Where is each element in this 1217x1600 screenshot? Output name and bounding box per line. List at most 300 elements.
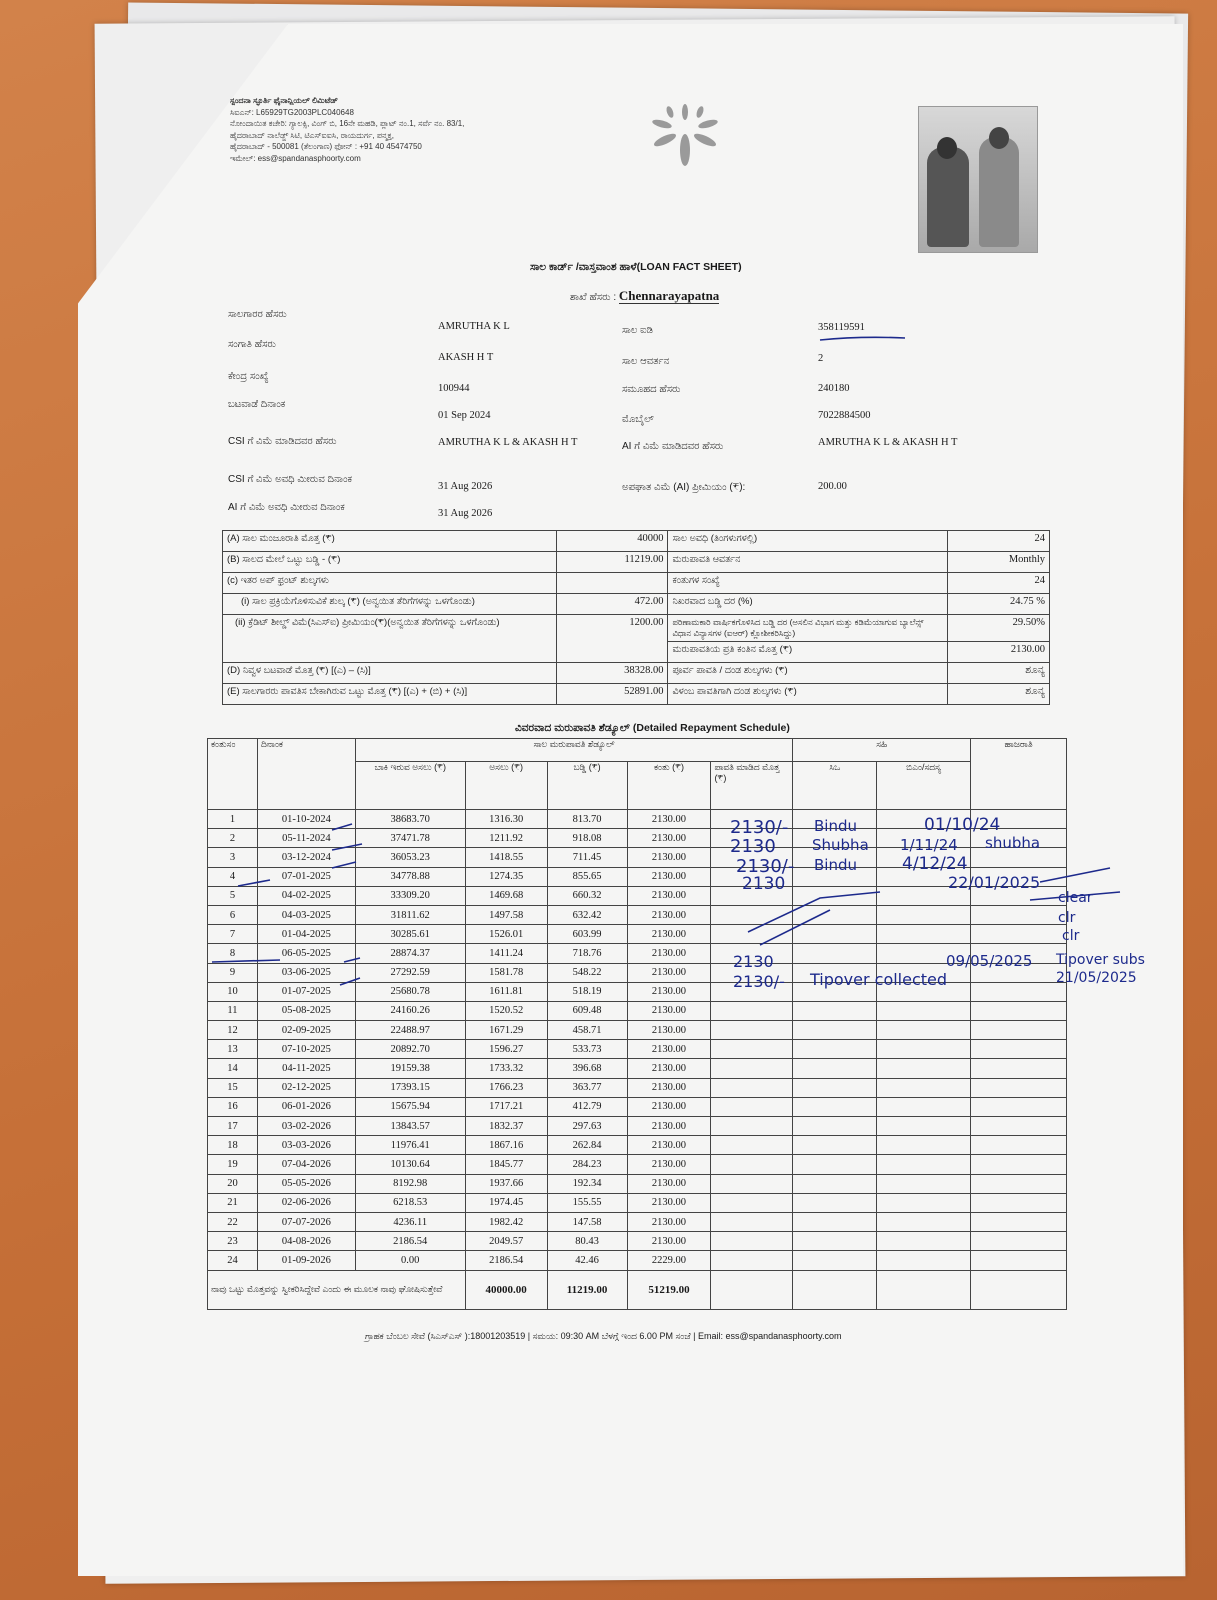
co-sign-cell <box>793 1251 877 1270</box>
due-date: 01-09-2026 <box>257 1251 355 1270</box>
interest: 155.55 <box>547 1193 627 1212</box>
emi: 2130.00 <box>627 1059 711 1078</box>
center-value: 100944 <box>438 383 470 394</box>
co-sign-cell <box>793 905 877 924</box>
partner-value: AKASH H T <box>438 352 494 363</box>
emi: 2130.00 <box>627 925 711 944</box>
emi: 2130.00 <box>627 829 711 848</box>
interest: 660.32 <box>547 886 627 905</box>
summary-row: ಮರುಪಾವತಿಯ ಪ್ರತಿ ಕಂತಿನ ಮೊತ್ತ (₹) 2130.00 <box>223 642 1050 663</box>
co-sign-cell <box>793 1212 877 1231</box>
due-date: 02-09-2025 <box>257 1021 355 1040</box>
disbursement-date-value: 01 Sep 2024 <box>438 410 491 421</box>
principal: 1497.58 <box>465 905 547 924</box>
paid-cell <box>711 1232 793 1251</box>
member-sign-cell <box>877 1097 971 1116</box>
handwritten-date: 1/11/24 <box>900 836 958 854</box>
interest: 284.23 <box>547 1155 627 1174</box>
co-sign-cell <box>793 1059 877 1078</box>
member-sign-cell <box>877 1155 971 1174</box>
member-sign-cell <box>877 1193 971 1212</box>
emi: 2130.00 <box>627 1097 711 1116</box>
emi: 2130.00 <box>627 848 711 867</box>
partner-label: ಸಂಗಾತಿ ಹೆಸರು <box>228 339 276 350</box>
member-sign-cell <box>877 1136 971 1155</box>
interest: 80.43 <box>547 1232 627 1251</box>
totals-label: ನಾವು ಒಟ್ಟು ಮೊತ್ತವನ್ನು ಸ್ವೀಕರಿಸಿದ್ದೇವೆ ಎಂದು ಈ ಮೂಲಕ ನಾವು ಘೋಷಿಸುತ್ತೇವೆ <box>208 1270 466 1309</box>
handwritten-paid: 2130 <box>730 836 776 857</box>
paid-cell <box>711 905 793 924</box>
balance: 33309.20 <box>355 886 465 905</box>
principal: 1211.92 <box>465 829 547 848</box>
principal: 1717.21 <box>465 1097 547 1116</box>
csi-expiry-label: CSI ಗೆ ವಿಮೆ ಅವಧಿ ಮೀರುವ ದಿನಾಂಕ <box>228 474 353 485</box>
principal: 1596.27 <box>465 1040 547 1059</box>
due-date: 05-08-2025 <box>257 1001 355 1020</box>
handwritten-signature: Bindu <box>814 817 857 835</box>
handwritten-paid: 2130/- <box>733 972 785 991</box>
handwritten-signature: Shubha <box>812 836 869 854</box>
interest: 518.19 <box>547 982 627 1001</box>
installment-no: 11 <box>208 1001 258 1020</box>
handwritten-date: 4/12/24 <box>902 854 968 874</box>
schedule-row <box>208 905 1067 924</box>
emi: 2130.00 <box>627 982 711 1001</box>
summary-row: (c) ಇತರ ಅಪ್ ಫ್ರಂಟ್ ಶುಲ್ಕಗಳು ಕಂತುಗಳ ಸಂಖ್ಯೆ 24 <box>223 573 1050 594</box>
paid-cell <box>711 1117 793 1136</box>
csi-expiry-value: 31 Aug 2026 <box>438 481 493 492</box>
handwritten-note: Tipover subs <box>1056 952 1145 968</box>
member-sign-cell <box>877 1059 971 1078</box>
balance: 0.00 <box>355 1251 465 1270</box>
balance: 28874.37 <box>355 944 465 963</box>
attendance-cell <box>971 1117 1067 1136</box>
co-sign-cell <box>793 1040 877 1059</box>
branch-value: Chennarayapatna <box>618 288 720 303</box>
balance: 22488.97 <box>355 1021 465 1040</box>
interest: 42.46 <box>547 1251 627 1270</box>
col-co: ಸಿಒ <box>793 762 877 810</box>
co-sign-cell <box>793 1097 877 1116</box>
emi: 2130.00 <box>627 1136 711 1155</box>
balance: 10130.64 <box>355 1155 465 1174</box>
summary-row: (i) ಸಾಲ ಪ್ರಕ್ರಿಯೆಗೊಳಿಸುವಿಕೆ ಶುಲ್ಕ (₹) (ಅನ್ವಯಿತ ತೆರಿಗೆಗಳನ್ನು ಒಳಗೊಂಡು) 472.00 ನಿಖರವಾದ ಬಡ್ಡಿ ದರ (%) 24.75 % <box>223 594 1050 615</box>
member-sign-cell <box>877 1001 971 1020</box>
handwritten-note: clear <box>1058 890 1093 906</box>
attendance-cell <box>971 1155 1067 1174</box>
mobile-label: ಮೊಬೈಲ್ <box>622 414 654 425</box>
emi: 2130.00 <box>627 1040 711 1059</box>
schedule-row <box>208 1212 1067 1231</box>
member-sign-cell <box>877 1232 971 1251</box>
summary-row: (E) ಸಾಲಗಾರರು ಪಾವತಿಸ ಬೇಕಾಗಿರುವ ಒಟ್ಟು ಮೊತ್ತ (₹) [(ಎ) + (ಬಿ) + (ಸಿ)] 52891.00 ವಿಳಂಬ ಪಾವತಿಗಾಗಿ ದಂಡ ಶುಲ್ಕಗಳು (₹) ಶೂನ್ಯ <box>223 684 1050 705</box>
attendance-cell <box>971 1212 1067 1231</box>
ai-insured-value: AMRUTHA K L & AKASH H T <box>818 437 958 448</box>
borrower-photo <box>918 106 1038 253</box>
due-date: 01-10-2024 <box>257 810 355 829</box>
balance: 38683.70 <box>355 810 465 829</box>
balance: 25680.78 <box>355 982 465 1001</box>
balance: 20892.70 <box>355 1040 465 1059</box>
installment-no: 17 <box>208 1117 258 1136</box>
principal: 1611.81 <box>465 982 547 1001</box>
schedule-row <box>208 1078 1067 1097</box>
emi: 2130.00 <box>627 944 711 963</box>
handwritten-date: 21/05/2025 <box>1056 970 1137 986</box>
attendance-cell <box>971 1001 1067 1020</box>
attendance-cell <box>971 1059 1067 1078</box>
principal: 1526.01 <box>465 925 547 944</box>
emi: 2130.00 <box>627 1021 711 1040</box>
branch-label: ಶಾಖೆ ಹೆಸರು : <box>570 292 617 303</box>
interest: 396.68 <box>547 1059 627 1078</box>
installment-no: 14 <box>208 1059 258 1078</box>
col-member: ಬಿಎಂ/ಸದಸ್ಯ <box>877 762 971 810</box>
balance: 17393.15 <box>355 1078 465 1097</box>
due-date: 03-02-2026 <box>257 1117 355 1136</box>
co-sign-cell <box>793 1021 877 1040</box>
co-sign-cell <box>793 1155 877 1174</box>
principal: 1845.77 <box>465 1155 547 1174</box>
interest: 548.22 <box>547 963 627 982</box>
member-sign-cell <box>877 1117 971 1136</box>
attendance-cell <box>971 1097 1067 1116</box>
schedule-row <box>208 1059 1067 1078</box>
co-sign-cell <box>793 1136 877 1155</box>
group-value: 240180 <box>818 383 850 394</box>
handwritten-note: clr <box>1062 928 1080 944</box>
balance: 11976.41 <box>355 1136 465 1155</box>
installment-no: 22 <box>208 1212 258 1231</box>
company-address-line: ನೋಂದಾಯಿತ ಕಚೇರಿ: ಗ್ಯಾಲಕ್ಸಿ, ವಿಂಗ್ ಬಿ, 16ನೇ ಮಹಡಿ, ಪ್ಲಾಟ್ ನಂ.1, ಸರ್ವೆ ನಂ. 83/1, <box>230 119 465 128</box>
paid-cell <box>711 1174 793 1193</box>
col-group-schedule: ಸಾಲ ಮರುಪಾವತಿ ಶೆಡ್ಯೂಲ್ <box>355 739 793 762</box>
schedule-row <box>208 1001 1067 1020</box>
principal: 1316.30 <box>465 810 547 829</box>
interest: 147.58 <box>547 1212 627 1231</box>
schedule-row <box>208 925 1067 944</box>
interest: 363.77 <box>547 1078 627 1097</box>
installment-no: 9 <box>208 963 258 982</box>
emi: 2229.00 <box>627 1251 711 1270</box>
attendance-cell <box>971 1193 1067 1212</box>
col-installment: ಕಂತುಸಂ <box>208 739 258 810</box>
interest: 609.48 <box>547 1001 627 1020</box>
group-label: ಸಮೂಹದ ಹೆಸರು <box>622 384 681 395</box>
col-date: ದಿನಾಂಕ <box>257 739 355 810</box>
principal: 1581.78 <box>465 963 547 982</box>
handwritten-signature: Bindu <box>814 856 857 874</box>
paid-cell <box>711 1097 793 1116</box>
installment-no: 20 <box>208 1174 258 1193</box>
principal: 1766.23 <box>465 1078 547 1097</box>
ai-insured-label: AI ಗೆ ವಿಮೆ ಮಾಡಿದವರ ಹೆಸರು <box>622 441 724 452</box>
balance: 24160.26 <box>355 1001 465 1020</box>
footer-contact: ಗ್ರಾಹಕ ಬೆಂಬಲ ಸೇವೆ (ಸಿಎಸ್‌ಎಸ್ ):18001203519 | ಸಮಯ: 09:30 AM ಬೆಳಗ್ಗೆ ಇಂದ 6.00 PM ಸಂಜೆ | Email: ess@spandanasphoorty.com <box>365 1331 842 1341</box>
schedule-row <box>208 1021 1067 1040</box>
principal: 1982.42 <box>465 1212 547 1231</box>
installment-no: 21 <box>208 1193 258 1212</box>
col-emi: ಕಂತು (₹) <box>627 762 711 810</box>
balance: 15675.94 <box>355 1097 465 1116</box>
attendance-cell <box>971 1136 1067 1155</box>
member-sign-cell <box>877 905 971 924</box>
due-date: 06-05-2025 <box>257 944 355 963</box>
paid-cell <box>711 1001 793 1020</box>
summary-row: (ii) ಕ್ರೆಡಿಟ್ ಶೀಲ್ಡ್ ವಿಮೆ(ಸಿಎಸ್‌ಐ) ಪ್ರೀಮಿಯಂ(₹)(ಅನ್ವಯಿತ ತೆರಿಗೆಗಳನ್ನು ಒಳಗೊಂಡು) 1200.00 ಪರಿಣಾಮಕಾರಿ ವಾರ್ಷಿಕಗೊಳಿಸಿದ ಬಡ್ಡಿ ದರ (ಅಸಲಿನ ವಿಭಾಗ ಮತ್ತು ಕಡಿಮೆಯಾಗುವ ಬ್ಯಾಲೆನ್ಸ್ ವಿಧಾನ ವಿನ್ಯಾಸಗಳ (ಐಆರ್) ಕ್ಲೋಶೀಕರಿಸಿದ್ದು) 29.50% <box>223 615 1050 642</box>
co-sign-cell <box>793 1117 877 1136</box>
handwritten-paid: 2130 <box>742 874 786 894</box>
interest: 718.76 <box>547 944 627 963</box>
due-date: 03-06-2025 <box>257 963 355 982</box>
due-date: 05-05-2026 <box>257 1174 355 1193</box>
due-date: 04-02-2025 <box>257 886 355 905</box>
interest: 297.63 <box>547 1117 627 1136</box>
col-paid: ಪಾವತಿ ಮಾಡಿದ ಮೊತ್ತ (₹) <box>711 762 793 810</box>
principal: 1520.52 <box>465 1001 547 1020</box>
attendance-cell <box>971 1078 1067 1097</box>
company-cin: ಸಿಐಎನ್: L65929TG2003PLC040648 <box>230 107 354 117</box>
summary-row: (A) ಸಾಲ ಮಂಜೂರಾತಿ ಮೊತ್ತ (₹) 40000 ಸಾಲ ಅವಧಿ (ತಿಂಗಳುಗಳಲ್ಲಿ) 24 <box>223 531 1050 552</box>
schedule-row <box>208 1040 1067 1059</box>
due-date: 01-07-2025 <box>257 982 355 1001</box>
due-date: 07-10-2025 <box>257 1040 355 1059</box>
due-date: 06-01-2026 <box>257 1097 355 1116</box>
paid-cell <box>711 1136 793 1155</box>
principal: 1867.16 <box>465 1136 547 1155</box>
paid-cell <box>711 1193 793 1212</box>
co-sign-cell <box>793 944 877 963</box>
installment-no: 19 <box>208 1155 258 1174</box>
ai-premium-value: 200.00 <box>818 481 847 492</box>
due-date: 03-03-2026 <box>257 1136 355 1155</box>
schedule-title: ವಿವರವಾದ ಮರುಪಾವತಿ ಶೆಡ್ಯೂಲ್ (Detailed Repayment Schedule) <box>515 722 790 734</box>
due-date: 02-06-2026 <box>257 1193 355 1212</box>
principal: 1469.68 <box>465 886 547 905</box>
balance: 37471.78 <box>355 829 465 848</box>
schedule-row <box>208 1174 1067 1193</box>
ai-premium-label: ಅಪಘಾತ ವಿಮೆ (AI) ಪ್ರೀಮಿಯಂ (₹): <box>622 482 746 493</box>
installment-no: 18 <box>208 1136 258 1155</box>
attendance-cell <box>971 1174 1067 1193</box>
member-sign-cell <box>877 1078 971 1097</box>
attendance-cell <box>971 1251 1067 1270</box>
company-logo-icon <box>640 100 730 170</box>
center-label: ಕೇಂದ್ರ ಸಂಖ್ಯೆ <box>228 371 269 382</box>
balance: 4236.11 <box>355 1212 465 1231</box>
principal: 1411.24 <box>465 944 547 963</box>
interest: 711.45 <box>547 848 627 867</box>
principal: 1671.29 <box>465 1021 547 1040</box>
attendance-cell <box>971 905 1067 924</box>
schedule-row <box>208 1117 1067 1136</box>
emi: 2130.00 <box>627 963 711 982</box>
col-interest: ಬಡ್ಡಿ (₹) <box>547 762 627 810</box>
installment-no: 23 <box>208 1232 258 1251</box>
interest: 632.42 <box>547 905 627 924</box>
co-sign-cell <box>793 886 877 905</box>
member-sign-cell <box>877 1212 971 1231</box>
paid-cell <box>711 1040 793 1059</box>
company-email: ಇಮೇಲ್: ess@spandanasphoorty.com <box>230 153 361 163</box>
principal: 1832.37 <box>465 1117 547 1136</box>
col-group-signature: ಸಹಿ <box>793 739 971 762</box>
summary-row: (D) ನಿವ್ವಳ ಬಟವಾಡೆ ಮೊತ್ತ (₹) [(ಎ) – (ಸಿ)] 38328.00 ಪೂರ್ವ ಪಾವತಿ / ದಂಡ ಶುಲ್ಕಗಳು (₹) ಶೂನ್ಯ <box>223 663 1050 684</box>
disbursement-date-label: ಬಟವಾಡೆ ದಿನಾಂಕ <box>228 399 286 410</box>
paid-cell <box>711 925 793 944</box>
due-date: 01-04-2025 <box>257 925 355 944</box>
loan-id-value: 358119591 <box>818 322 865 333</box>
attendance-cell <box>971 925 1067 944</box>
document-title: ಸಾಲ ಕಾರ್ಡ್ /ವಾಸ್ತವಾಂಶ ಹಾಳೆ(LOAN FACT SHEET) <box>530 261 742 273</box>
principal: 1733.32 <box>465 1059 547 1078</box>
installment-no: 6 <box>208 905 258 924</box>
emi: 2130.00 <box>627 1117 711 1136</box>
principal: 2186.54 <box>465 1251 547 1270</box>
col-principal: ಅಸಲು (₹) <box>465 762 547 810</box>
balance: 2186.54 <box>355 1232 465 1251</box>
handwritten-date: 22/01/2025 <box>948 873 1041 892</box>
paid-cell <box>711 1059 793 1078</box>
paid-cell <box>711 1212 793 1231</box>
interest: 192.34 <box>547 1174 627 1193</box>
interest: 918.08 <box>547 829 627 848</box>
installment-no: 4 <box>208 867 258 886</box>
due-date: 04-08-2026 <box>257 1232 355 1251</box>
mobile-value: 7022884500 <box>818 410 871 421</box>
handwritten-date: 01/10/24 <box>924 815 1001 835</box>
balance: 31811.62 <box>355 905 465 924</box>
interest: 855.65 <box>547 867 627 886</box>
due-date: 02-12-2025 <box>257 1078 355 1097</box>
member-sign-cell <box>877 1040 971 1059</box>
interest: 813.70 <box>547 810 627 829</box>
emi: 2130.00 <box>627 1001 711 1020</box>
principal: 1274.35 <box>465 867 547 886</box>
balance: 34778.88 <box>355 867 465 886</box>
installment-no: 13 <box>208 1040 258 1059</box>
borrower-label: ಸಾಲಗಾರರ ಹೆಸರು <box>228 309 287 320</box>
balance: 13843.57 <box>355 1117 465 1136</box>
emi: 2130.00 <box>627 1174 711 1193</box>
principal: 1974.45 <box>465 1193 547 1212</box>
co-sign-cell <box>793 1078 877 1097</box>
balance: 27292.59 <box>355 963 465 982</box>
co-sign-cell <box>793 1174 877 1193</box>
total-emi: 51219.00 <box>627 1270 711 1309</box>
emi: 2130.00 <box>627 1232 711 1251</box>
co-sign-cell <box>793 1001 877 1020</box>
co-sign-cell <box>793 1193 877 1212</box>
schedule-row <box>208 1251 1067 1270</box>
installment-no: 7 <box>208 925 258 944</box>
emi: 2130.00 <box>627 810 711 829</box>
totals-row <box>208 1270 1067 1309</box>
handwritten-paid: 2130 <box>733 952 774 971</box>
loan-id-label: ಸಾಲ ಐಡಿ <box>622 325 653 336</box>
paid-cell <box>711 1021 793 1040</box>
loan-cycle-value: 2 <box>818 353 824 364</box>
due-date: 04-11-2025 <box>257 1059 355 1078</box>
attendance-cell <box>971 1232 1067 1251</box>
member-sign-cell <box>877 925 971 944</box>
due-date: 05-11-2024 <box>257 829 355 848</box>
installment-no: 1 <box>208 810 258 829</box>
handwritten-signature: shubha <box>985 834 1041 852</box>
paid-cell <box>711 1155 793 1174</box>
installment-no: 10 <box>208 982 258 1001</box>
loan-summary-table <box>222 530 1050 705</box>
handwritten-paid: 2130/- <box>730 817 789 838</box>
emi: 2130.00 <box>627 905 711 924</box>
installment-no: 8 <box>208 944 258 963</box>
installment-no: 5 <box>208 886 258 905</box>
summary-row: (B) ಸಾಲದ ಮೇಲೆ ಒಟ್ಟು ಬಡ್ಡಿ - (₹) 11219.00 ಮರುಪಾವತಿ ಆವರ್ತನ Monthly <box>223 552 1050 573</box>
ai-expiry-label: AI ಗೆ ವಿಮೆ ಅವಧಿ ಮೀರುವ ದಿನಾಂಕ <box>228 502 345 513</box>
total-principal: 40000.00 <box>465 1270 547 1309</box>
installment-no: 3 <box>208 848 258 867</box>
member-sign-cell <box>877 1251 971 1270</box>
co-sign-cell <box>793 925 877 944</box>
principal: 2049.57 <box>465 1232 547 1251</box>
company-name: ಸ್ಪಂದನಾ ಸ್ಫೂರ್ತಿ ಫೈನಾನ್ಷಿಯಲ್ ಲಿಮಿಟೆಡ್ <box>230 96 338 105</box>
emi: 2130.00 <box>627 1078 711 1097</box>
schedule-row <box>208 1193 1067 1212</box>
emi: 2130.00 <box>627 867 711 886</box>
emi: 2130.00 <box>627 1193 711 1212</box>
due-date: 04-03-2025 <box>257 905 355 924</box>
member-sign-cell <box>877 1021 971 1040</box>
balance: 30285.61 <box>355 925 465 944</box>
interest: 603.99 <box>547 925 627 944</box>
schedule-row <box>208 1136 1067 1155</box>
attendance-cell <box>971 1040 1067 1059</box>
emi: 2130.00 <box>627 1212 711 1231</box>
csi-insured-label: CSI ಗೆ ವಿಮೆ ಮಾಡಿದವರ ಹೆಸರು <box>228 436 337 447</box>
paid-cell <box>711 1251 793 1270</box>
handwritten-date: 09/05/2025 <box>946 952 1033 970</box>
principal: 1937.66 <box>465 1174 547 1193</box>
company-address-block <box>230 95 464 164</box>
ai-expiry-value: 31 Aug 2026 <box>438 508 493 519</box>
handwritten-note: clr <box>1058 910 1076 926</box>
company-address-line: ಹೈದರಾಬಾದ್ ನಾಲೆಡ್ಜ್ ಸಿಟಿ, ಟಿಎಸ್‌ಐಐಸಿ, ರಾಯದುರ್ಗ, ಪನ್ಮಕ್ತ, <box>230 130 395 140</box>
schedule-row <box>208 1155 1067 1174</box>
attendance-cell <box>971 982 1067 1001</box>
schedule-row <box>208 886 1067 905</box>
installment-no: 2 <box>208 829 258 848</box>
emi: 2130.00 <box>627 1155 711 1174</box>
balance: 19159.38 <box>355 1059 465 1078</box>
interest: 533.73 <box>547 1040 627 1059</box>
total-interest: 11219.00 <box>547 1270 627 1309</box>
col-attendance: ಹಾಜರಾತಿ <box>971 739 1067 810</box>
due-date: 07-07-2026 <box>257 1212 355 1231</box>
interest: 458.71 <box>547 1021 627 1040</box>
member-sign-cell <box>877 1174 971 1193</box>
due-date: 03-12-2024 <box>257 848 355 867</box>
schedule-row <box>208 1232 1067 1251</box>
col-balance: ಬಾಕಿ ಇರುವ ಅಸಲು (₹) <box>355 762 465 810</box>
co-sign-cell <box>793 1232 877 1251</box>
schedule-row <box>208 1097 1067 1116</box>
installment-no: 24 <box>208 1251 258 1270</box>
branch-name-row <box>570 288 719 304</box>
paid-cell <box>711 1078 793 1097</box>
due-date: 07-01-2025 <box>257 867 355 886</box>
installment-no: 15 <box>208 1078 258 1097</box>
csi-insured-value: AMRUTHA K L & AKASH H T <box>438 437 578 448</box>
